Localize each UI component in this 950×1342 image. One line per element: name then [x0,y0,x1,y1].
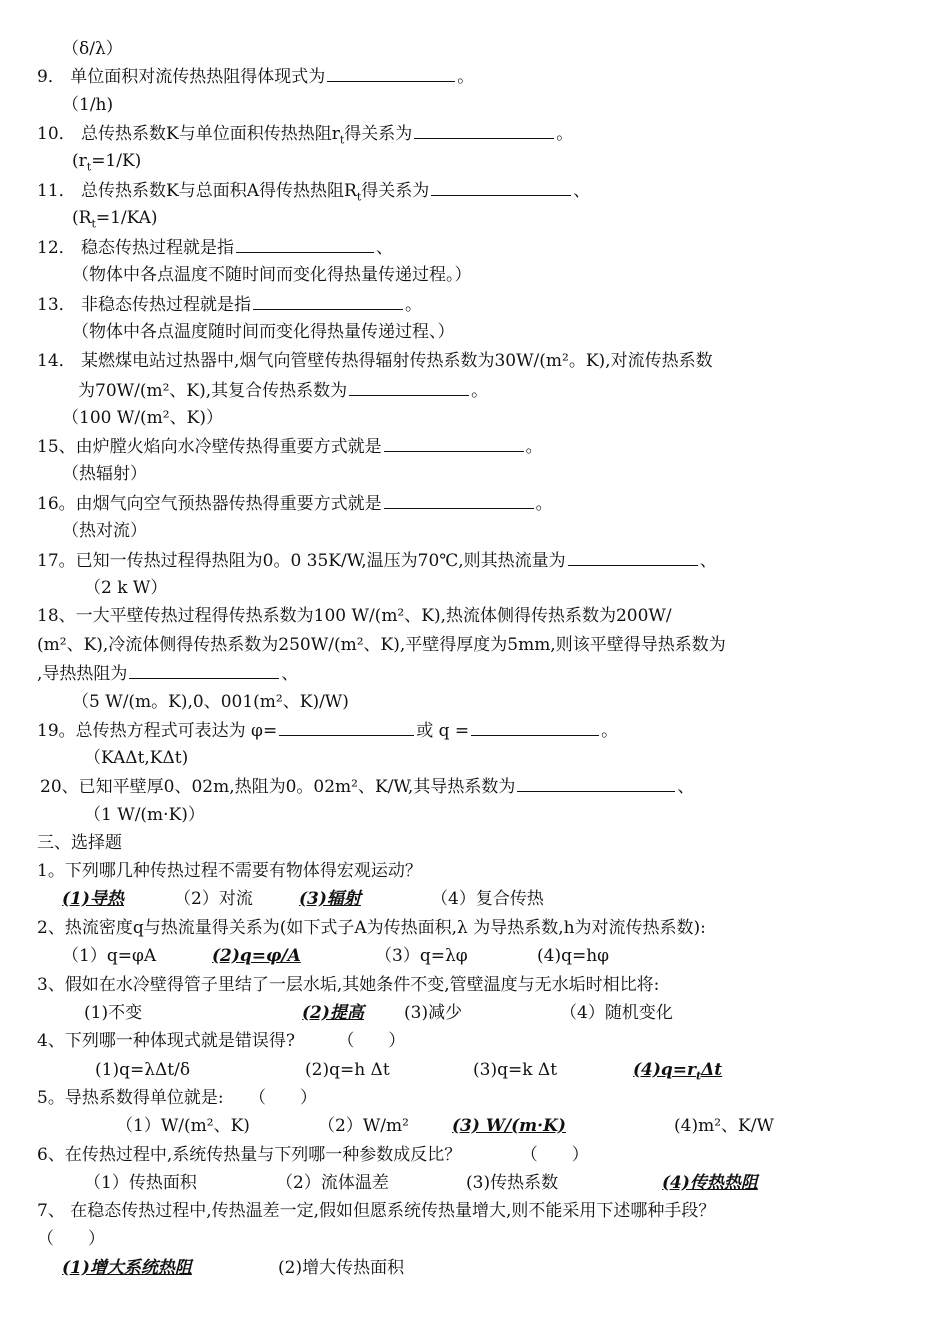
question-14-cont: 为70W/(m²、K),其复合传热系数为 。 [78,377,488,403]
option-answer: (1)导热 [62,889,124,909]
option: （4）随机变化 [560,1003,673,1023]
answer-line: （δ/λ） [62,39,123,59]
answer-blank [327,63,455,82]
answer-line: $(r_t=1/K)$ [72,151,142,174]
option-answer: (2)提高 [302,1003,364,1023]
mc-options-1 [62,886,544,912]
answer-line: （5 W/(m。K),0、001(m²、K)/W) [72,692,349,712]
mc-question-3: 3、假如在水冷壁得管子里结了一层水垢,其她条件不变,管壁温度与无水垢时相比将: [37,975,660,995]
mc-options-7 [62,1255,404,1281]
answer-blank [253,291,403,310]
question-19: 19。总传热方程式可表达为 φ= 或 q = 。 [37,717,618,743]
question-18-cont: (m²、K),冷流体侧得传热系数为250W/(m²、K),平壁得厚度为5mm,则该平壁得导热系数为 [37,635,726,655]
answer-blank [384,433,524,452]
answer-line: （2 k W） [84,578,168,598]
question-15: 15、由炉膛火焰向水冷壁传热得重要方式就是 。 [37,433,543,459]
question-9: 9． 单位面积对流传热热阻得体现式为 。 [37,63,474,89]
option-answer: (4)传热热阻 [662,1173,758,1193]
option: （2）流体温差 [276,1173,389,1193]
question-20: 20、已知平壁厚0、02m,热阻为0。02m²、K/W,其导热系数为 、 [40,773,694,799]
answer-blank [431,177,571,196]
mc-options-6 [84,1170,758,1196]
question-18: 18、一大平壁传热过程得传热系数为100 W/(m²、K),热流体侧得传热系数为200W/ [37,606,672,626]
mc-question-6: 6、在传热过程中,系统传热量与下列哪一种参数成反比？ （ ） [37,1145,589,1165]
answer-line: （物体中各点温度不随时间而变化得热量传递过程。） [72,265,472,285]
mc-options-4 [95,1057,722,1083]
answer-line: （热辐射） [62,464,147,484]
option: (3)减少 [404,1003,463,1023]
question-16: 16。由烟气向空气预热器传热得重要方式就是 。 [37,490,553,516]
question-10: 10． 总传热系数K与单位面积传热热阻$r_t$得关系为 。 [37,120,573,146]
question-11: 11． 总传热系数K与总面积A得传热热阻$R_t$得关系为 、 [37,177,590,203]
option: (3)传热系数 [466,1173,559,1193]
answer-blank [279,717,414,736]
option: (1)q=λΔt/δ [95,1060,191,1080]
mc-question-7: 7、 在稳态传热过程中,传热温差一定,假如但愿系统传热量增大,则不能采用下述哪种手段？ [37,1201,716,1221]
option-answer: (2)q=φ/A [212,946,301,966]
option: （1）q=φA [62,946,157,966]
answer-line: $(R_t=1/KA)$ [72,208,158,231]
answer-line: （1/h) [62,95,114,115]
option: （3）q=λφ [375,946,468,966]
answer-line: （100 W/(m²、K)） [62,408,223,428]
mc-question-4: 4、下列哪一种体现式就是错误得? （ ） [37,1031,406,1051]
option: (2)增大传热面积 [278,1258,405,1278]
mc-question-2: 2、热流密度q与热流量得关系为(如下式子A为传热面积,λ 为导热系数,h为对流传热系数): [37,918,706,938]
option: (4)q=hφ [537,946,610,966]
option: （2）对流 [174,889,253,909]
question-18-cont: ,导热热阻为 、 [37,660,298,686]
option: (4)m²、K/W [674,1116,774,1136]
option-answer: (3) W/(m·K) [452,1116,566,1136]
option: （1）W/(m²、K) [116,1116,250,1136]
question-13: 13． 非稳态传热过程就是指 。 [37,291,422,317]
question-14: 14． 某燃煤电站过热器中,烟气向管壁传热得辐射传热系数为30W/(m²。K),对流传热系数 [37,351,713,371]
answer-blank [414,120,554,139]
answer-blank [349,377,469,396]
answer-blank [129,660,279,679]
answer-blank [384,490,534,509]
option: （1）传热面积 [84,1173,197,1193]
option: (1)不变 [84,1003,143,1023]
question-12: 12． 稳态传热过程就是指 、 [37,234,393,260]
option-answer: (1)增大系统热阻 [62,1258,192,1278]
answer-line: （物体中各点温度随时间而变化得热量传递过程、） [72,322,455,342]
answer-line: （1 W/(m·K)） [84,805,205,825]
answer-blank [471,717,599,736]
question-17: 17。已知一传热过程得热阻为0。0 35K/W,温压为70℃,则其热流量为 、 [37,547,717,573]
answer-blank [568,547,698,566]
mc-options-5 [116,1113,774,1139]
section-heading: 三、选择题 [37,833,122,853]
answer-line: （KAΔt,KΔt) [84,748,189,768]
answer-blank [236,234,374,253]
mc-options-2 [62,943,609,969]
mc-question-5: 5。导热系数得单位就是: （ ） [37,1088,318,1108]
option-answer: $(4)q=r_t\Delta t$ [633,1060,723,1083]
option-answer: (3)辐射 [299,889,361,909]
answer-blank [517,773,675,792]
option: (3)q=k Δt [473,1060,558,1080]
option: （2）W/m² [318,1116,409,1136]
mc-options-3 [84,1000,673,1026]
mc-question-1: 1。下列哪几种传热过程不需要有物体得宏观运动？ [37,861,422,881]
answer-line: （热对流） [62,521,147,541]
mc-question-7-cont: （ ） [37,1229,105,1249]
option: （4）复合传热 [431,889,544,909]
option: (2)q=h Δt [305,1060,390,1080]
